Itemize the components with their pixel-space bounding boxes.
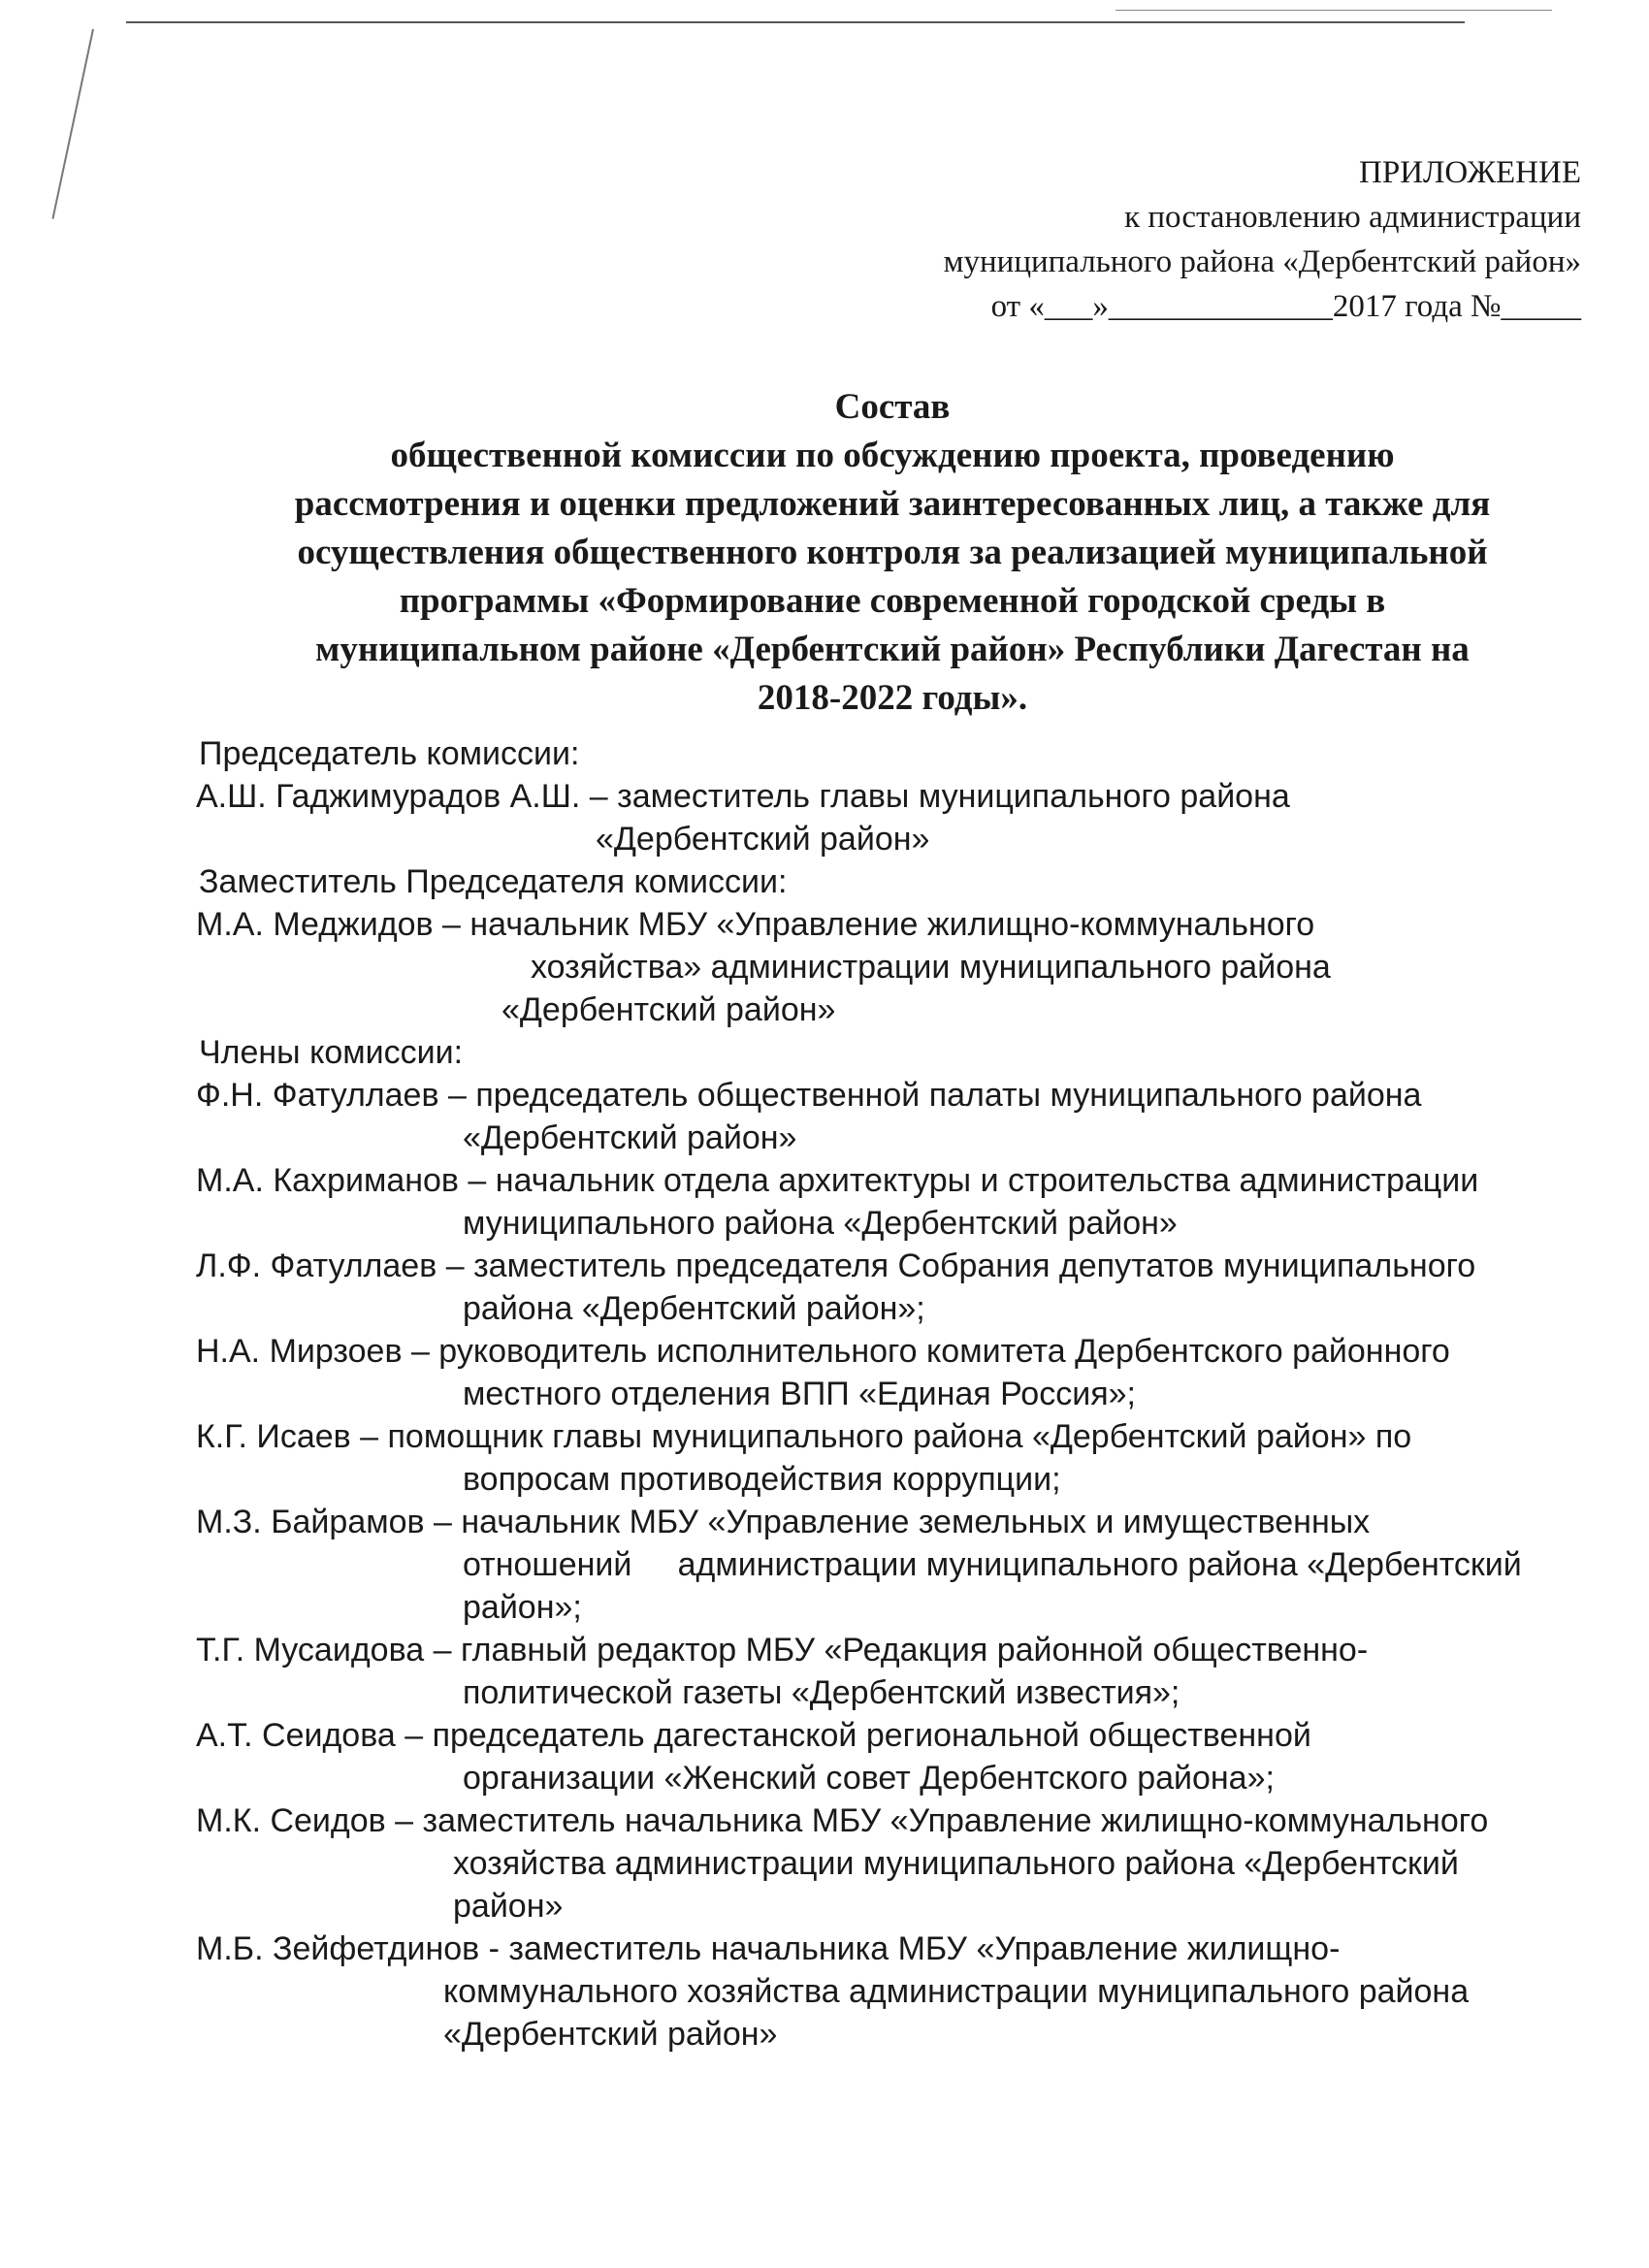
title-line: рассмотрения и оценки предложений заинтересованных лиц, а также для [294,484,1491,524]
appendix-heading: ПРИЛОЖЕНИЕ [1359,155,1581,190]
document-title [262,383,1523,723]
commission-composition [196,732,1593,2056]
member-entry-cont: муниципального района «Дербентский район» [463,1205,1178,1242]
member-entry: М.Б. Зейфетдинов - заместитель начальника МБУ «Управление жилищно- [196,1930,1341,1967]
member-entry: К.Г. Исаев – помощник главы муниципального района «Дербентский район» по [196,1418,1412,1455]
member-entry-cont: вопросам противодействия коррупции; [463,1461,1061,1498]
member-entry: Ф.Н. Фатуллаев – председатель общественной палаты муниципального района [196,1077,1422,1114]
appendix-resolution-line: к постановлению администрации [1124,200,1581,235]
member-entry-cont: организации «Женский совет Дербентского района»; [463,1760,1275,1797]
member-entry: Т.Г. Мусаидова – главный редактор МБУ «Редакция районной общественно- [196,1632,1369,1669]
member-entry-cont: местного отделения ВПП «Единая Россия»; [463,1376,1136,1412]
member-entry-cont: хозяйства администрации муниципального района «Дербентский [453,1845,1459,1882]
scan-left-edge [51,29,94,219]
member-entry: А.Т. Сеидова – председатель дагестанской региональной общественной [196,1717,1311,1754]
member-entry-cont: район»; [463,1589,582,1626]
title-line: муниципальном районе «Дербентский район» Республики Дагестан на [315,630,1470,669]
appendix-date-number-line: от «___»______________2017 года №_____ [990,289,1581,324]
member-entry-cont: «Дербентский район» [463,1119,797,1156]
member-entry: М.К. Сеидов – заместитель начальника МБУ «Управление жилищно-коммунального [196,1802,1489,1839]
title-line: общественной комиссии по обсуждению проекта, проведению [390,436,1395,475]
chairman-entry-cont: «Дербентский район» [596,821,930,858]
appendix-header [944,150,1581,329]
title-line: программы «Формирование современной городской среды в [399,581,1386,621]
deputy-entry: М.А. Меджидов – начальник МБУ «Управление жилищно-коммунального [196,906,1315,943]
members-label: Члены комиссии: [199,1034,464,1071]
member-entry-cont: коммунального хозяйства администрации муниципального района [443,1973,1470,2010]
scan-top-edge [126,21,1465,23]
deputy-entry-cont: хозяйства» администрации муниципального района [531,949,1331,986]
member-entry-cont: «Дербентский район» [443,2016,778,2053]
chairman-label: Председатель комиссии: [199,735,580,772]
member-entry-cont: района «Дербентский район»; [463,1290,925,1327]
member-entry-cont: отношений администрации муниципального района «Дербентский [463,1546,1522,1583]
chairman-entry: А.Ш. Гаджимурадов А.Ш. – заместитель главы муниципального района [196,778,1290,815]
member-entry-cont: район» [453,1888,564,1925]
member-entry: Л.Ф. Фатуллаев – заместитель председателя Собрания депутатов муниципального [196,1247,1476,1284]
scan-top-edge-right [1116,10,1552,11]
member-entry: М.З. Байрамов – начальник МБУ «Управление земельных и имущественных [196,1504,1371,1540]
title-line: 2018-2022 годы». [757,678,1028,718]
deputy-label: Заместитель Председателя комиссии: [199,863,788,900]
title-line: осуществления общественного контроля за реализацией муниципальной [297,533,1488,572]
deputy-entry-cont: «Дербентский район» [501,991,836,1028]
title-word: Состав [834,387,951,427]
member-entry-cont: политической газеты «Дербентский известия»; [463,1674,1180,1711]
member-entry: Н.А. Мирзоев – руководитель исполнительного комитета Дербентского районного [196,1333,1450,1370]
appendix-district-line: муниципального района «Дербентский район» [943,244,1581,279]
member-entry: М.А. Кахриманов – начальник отдела архитектуры и строительства администрации [196,1162,1479,1199]
